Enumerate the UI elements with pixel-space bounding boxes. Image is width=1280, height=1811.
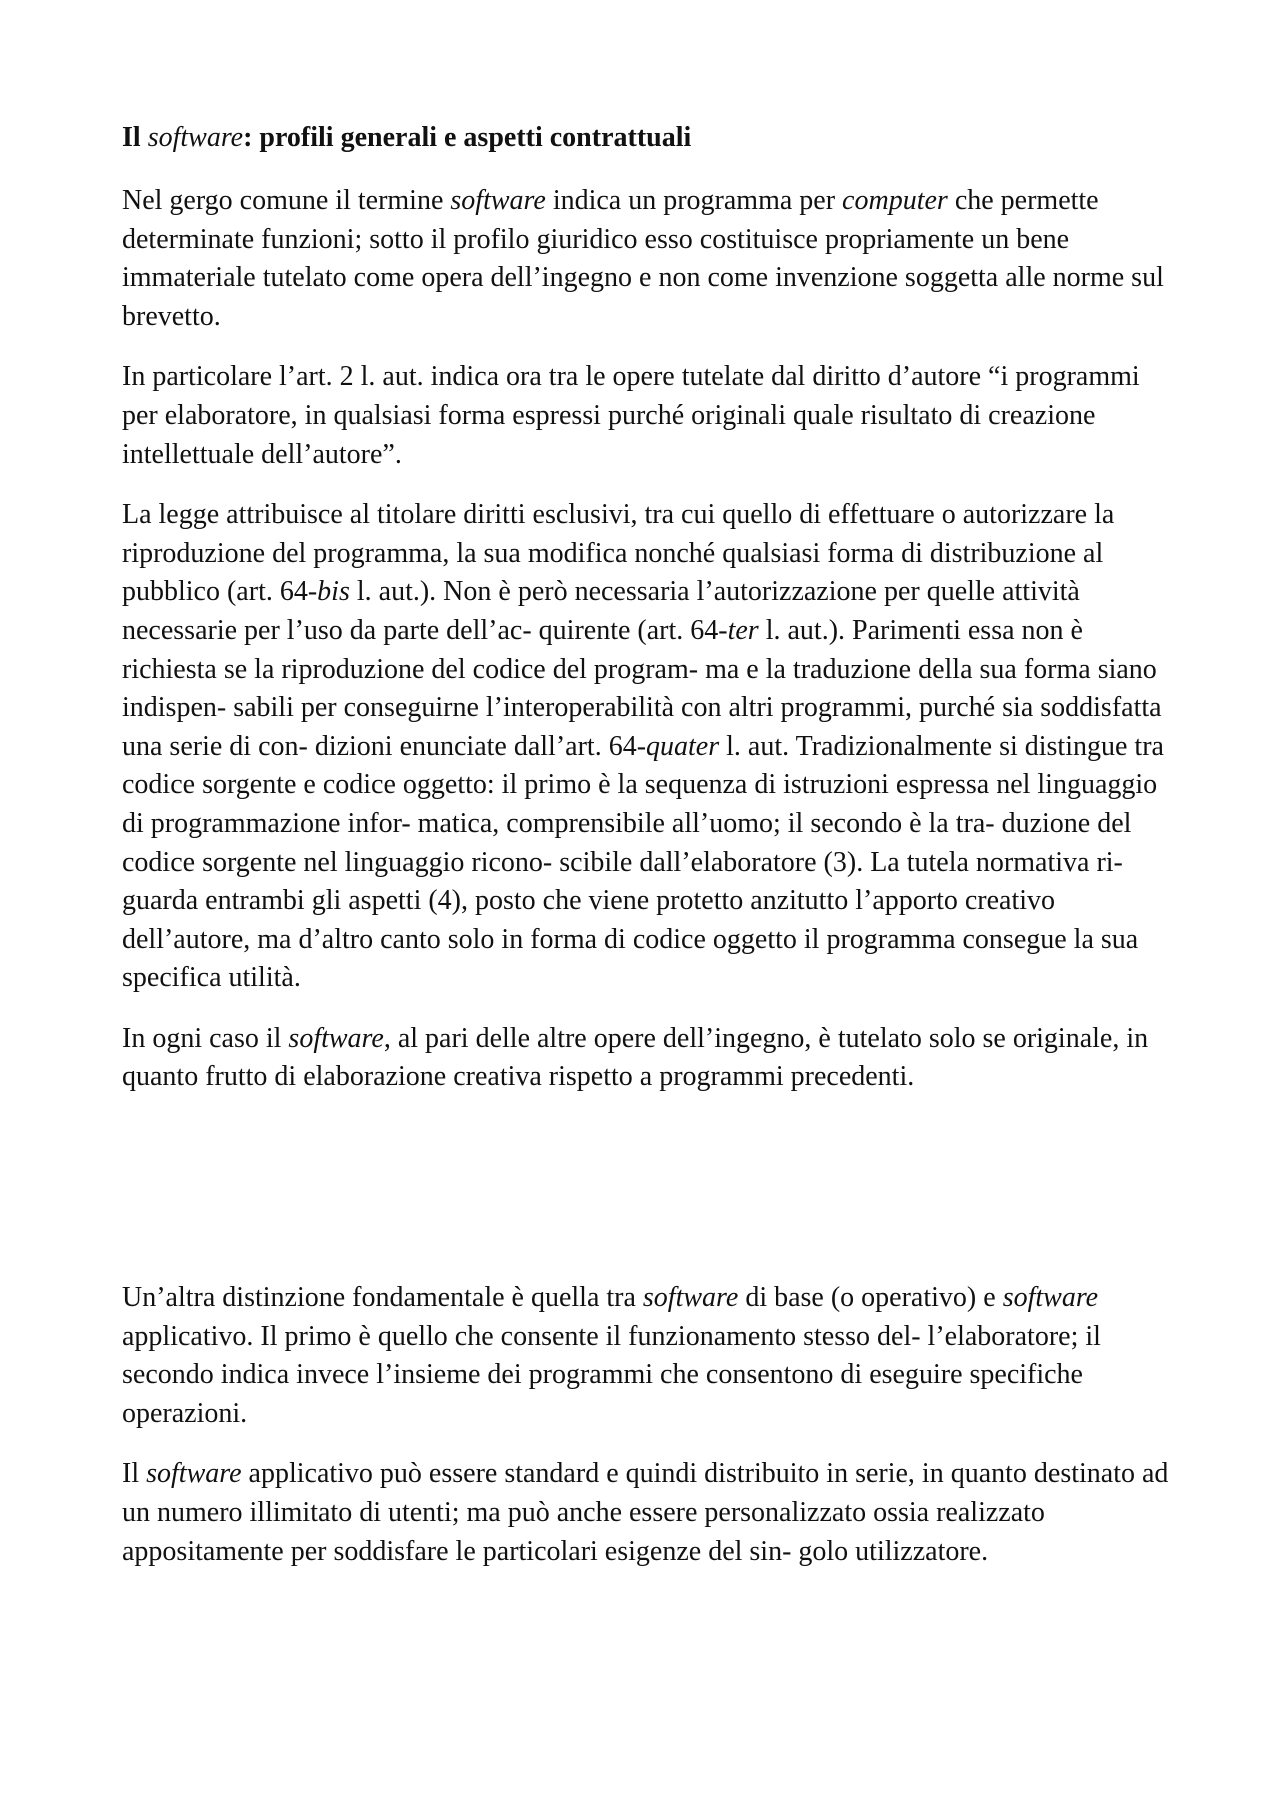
title-italic: software <box>147 122 244 153</box>
section-gap <box>122 1119 1170 1279</box>
document-title: Il software: profili generali e aspetti contrattuali <box>122 122 692 153</box>
paragraph-6: Il software applicativo può essere standard e quindi distribuito in serie, in quanto destinato ad un numero illimitato di utenti; ma può anche essere personalizzato ossia realizzato appositamente per soddisfare le particolari esigenze del sin- golo utilizzatore. <box>122 1458 1169 1567</box>
paragraph-1: Nel gergo comune il termine software indica un programma per computer che permette determinate funzioni; sotto il profilo giuridico esso costituisce propriamente un bene immateriale tutelato come opera dell’ingegno e non come invenzione soggetta alle norme sul brevetto. <box>122 185 1164 332</box>
paragraph-4: In ogni caso il software, al pari delle altre opere dell’ingegno, è tutelato solo se originale, in quanto frutto di elaborazione creativa rispetto a programmi precedenti. <box>122 1022 1149 1093</box>
document-page <box>122 120 1170 1593</box>
paragraph-3: La legge attribuisce al titolare diritti esclusivi, tra cui quello di effettuare o autorizzare la riproduzione del programma, la sua modifica nonché qualsiasi forma di distribuzione al pubblico (art. 64-bis l. aut.). Non è però necessaria l’autorizzazione per quelle attività necessarie per l’uso da parte dell’ac- quirente (art. 64-ter l. aut.). Parimenti essa non è richiesta se la riproduzione del codice del program- ma e la traduzione della sua forma siano indispen- sabili per conseguirne l’interoperabilità con altri programmi, purché sia soddisfatta una serie di con- dizioni enunciate dall’art. 64-quater l. aut. Tradizionalmente si distingue tra codice sorgente e codice oggetto: il primo è la sequenza di istruzioni espressa nel linguaggio di programmazione infor- matica, comprensibile all’uomo; il secondo è la tra- duzione del codice sorgente nel linguaggio ricono- scibile dall’elaboratore (3). La tutela normativa ri- guarda entrambi gli aspetti (4), posto che viene protetto anzitutto l’apporto creativo dell’autore, ma d’altro canto solo in forma di codice oggetto il programma consegue la sua specifica utilità. <box>122 499 1164 994</box>
paragraph-2: In particolare l’art. 2 l. aut. indica ora tra le opere tutelate dal diritto d’autore “i programmi per elaboratore, in qualsiasi forma espressi purché originali quale risultato di creazione intellettuale dell’autore”. <box>122 361 1140 470</box>
paragraph-5: Un’altra distinzione fondamentale è quella tra software di base (o operativo) e software applicativo. Il primo è quello che consente il funzionamento stesso del- l’elaboratore; il secondo indica invece l’insieme dei programmi che consentono di eseguire specifiche operazioni. <box>122 1282 1101 1429</box>
